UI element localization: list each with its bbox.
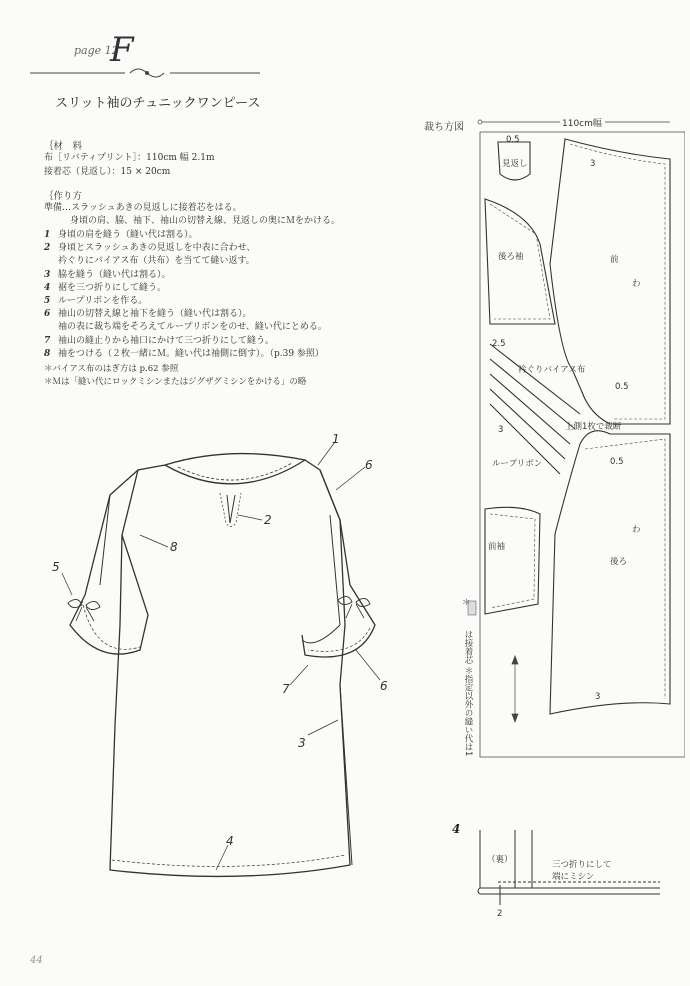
note-line: ＊Ｍは「縫い代にロックミシンまたはジグザグミシンをかける」の略 (44, 377, 307, 387)
callout-7: 7 (282, 682, 290, 696)
legend-interfacing: は接着芯 (463, 630, 473, 664)
legend-star: ＊ (462, 598, 471, 608)
prep-line: 準備…スラッシュあきの見返しに接着芯をはる。 (44, 203, 242, 213)
callout-6b: 6 (380, 679, 388, 693)
steps-list (44, 229, 327, 361)
detail-measure: 2 (497, 909, 503, 919)
material-line: 接着芯（見返し）：15 × 20cm (44, 167, 171, 177)
step-row: 袖の表に裁ち端をそろえてループリボンをのせ、縫い代にとめる。 (58, 322, 327, 333)
measure: 0.5 (615, 382, 629, 392)
fold-mark-front: わ (632, 279, 641, 289)
note-line: ＊バイアス布のはぎ方は p.62 参照 (44, 364, 179, 374)
step-row: 8 袖をつける（２枚一緒にＭ。縫い代は袖側に倒す）。（p.39 参照） (44, 348, 324, 359)
piece-front: 前 (610, 255, 619, 265)
callout-6a: 6 (365, 458, 373, 472)
header-ornament (30, 66, 260, 80)
step-row: 7 袖山の縫止りから袖口にかけて三つ折りにして縫う。 (44, 335, 275, 346)
piece-bias: 衿ぐりバイアス布 (518, 365, 586, 375)
step-row: 6 袖山の切替え線と袖下を縫う（縫い代は割る）。 (44, 309, 252, 320)
measure: 3 (595, 692, 601, 702)
step-row: 衿ぐりにバイアス布（共布）を当てて縫い返す。 (58, 256, 255, 267)
section-letter: F (110, 30, 134, 70)
detail-ura: （裏） (487, 855, 513, 865)
step-row: 4 裾を三つ折りにして縫う。 (44, 282, 167, 293)
cutting-diagram (460, 114, 685, 774)
measure: 3 (590, 159, 596, 169)
detail-number: 4 (452, 822, 461, 836)
detail-note-2: 端にミシン (552, 872, 595, 882)
page-label: page 12 (74, 44, 119, 57)
piece-side-note: 上側1枚で裁断 (565, 422, 622, 432)
fold-mark-back: わ (632, 525, 641, 535)
measure: 2.5 (492, 339, 506, 349)
callout-2: 2 (264, 513, 272, 527)
step-row: 3 脇を縫う（縫い代は割る）。 (44, 269, 171, 280)
materials-heading: ｛材 料 (44, 141, 83, 152)
measure: 0.5 (610, 457, 624, 467)
step-row: 2 身頃とスラッシュあきの見返しを中表に合わせ、 (44, 243, 256, 254)
width-label: 110cm幅 (562, 119, 602, 129)
howto-heading: ｛作り方 (44, 191, 83, 202)
legend-seam: ＊指定以外の縫い代は1 (463, 666, 473, 757)
callout-3: 3 (298, 736, 306, 750)
detail-note-1: 三つ折りにして (552, 860, 612, 870)
piece-loop: ループリボン (492, 459, 543, 469)
step-row: 5 ループリボンを作る。 (44, 296, 148, 307)
callout-8: 8 (170, 540, 178, 554)
page-number: 44 (30, 955, 43, 966)
prep-line: 身頃の肩、脇、袖下、袖山の切替え線、見返しの奥にＭをかける。 (70, 216, 341, 226)
cutting-label: 裁ち方図 (424, 122, 464, 133)
measure: 0.5 (506, 135, 520, 145)
hem-detail (470, 830, 670, 920)
callout-5: 5 (52, 560, 60, 574)
pattern-title: スリット袖のチュニックワンピース (55, 96, 261, 111)
material-line: 布［リバティプリント］：110cm 幅 2.1m (44, 153, 215, 163)
garment-illustration (40, 425, 410, 905)
callout-4: 4 (226, 834, 234, 848)
piece-front-sleeve: 前袖 (488, 542, 506, 552)
piece-back: 後ろ (610, 557, 628, 567)
piece-facing: 見返し (502, 159, 528, 169)
measure: 3 (498, 425, 504, 435)
piece-back-sleeve: 後ろ袖 (498, 252, 524, 262)
step-row: 1 身頃の肩を縫う（縫い代は割る）。 (44, 230, 198, 240)
callout-1: 1 (332, 432, 340, 446)
